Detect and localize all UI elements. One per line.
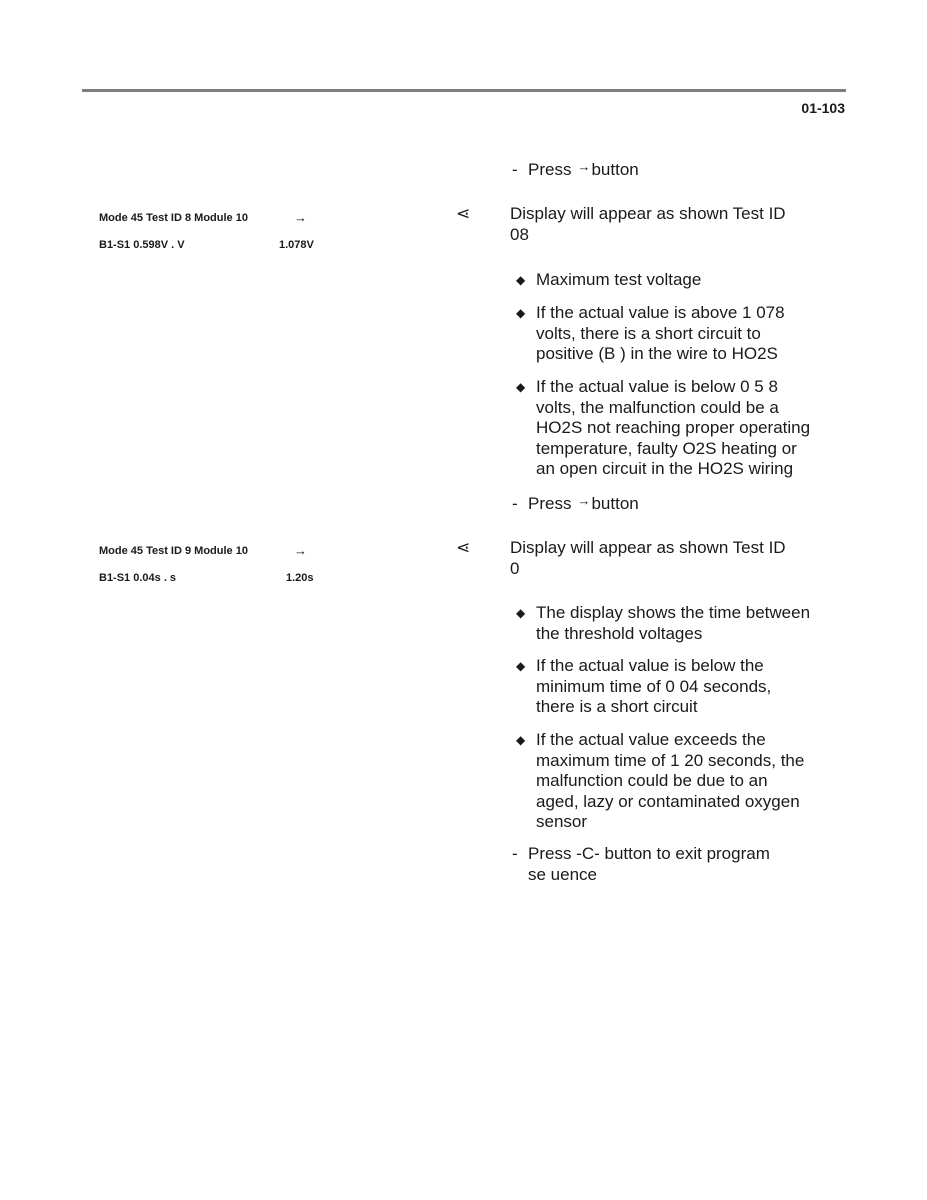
display-line-1: Mode 45 Test ID 8 Module 10 [99, 212, 248, 224]
diamond-bullet-icon: ◆ [516, 606, 526, 620]
tester-display-2 [99, 545, 329, 586]
note-text: Display will appear as shown Test ID 08 [510, 204, 786, 244]
step-text: Press [528, 160, 572, 179]
header-rule [82, 89, 846, 92]
note-mark-icon: ⋖ [456, 204, 471, 223]
bullet-text: If the actual value exceeds the maximum time of 1 20 seconds, the malfunction could be due to an aged, lazy or contaminated oxygen sensor [536, 730, 805, 831]
right-arrow-icon: → [577, 159, 591, 174]
diamond-bullet-icon: ◆ [516, 380, 526, 394]
step-text: Press [528, 494, 572, 513]
diamond-bullet-icon: ◆ [516, 306, 526, 320]
step-dash: - [512, 844, 518, 863]
step-press-button-2 [512, 494, 842, 516]
bullet-text: If the actual value is below 0 5 8 volts, the malfunction could be a HO2S not reaching proper operating temperature, faulty O2S heating or an open circuit in the HO2S wiring [536, 377, 811, 478]
bullet-text: Maximum test voltage [536, 270, 702, 289]
note-text: Display will appear as shown Test ID 0 [510, 538, 786, 578]
note-display-1 [456, 204, 836, 245]
bullet-text: The display shows the time between the threshold voltages [536, 603, 811, 643]
step-text: button [591, 160, 639, 179]
right-arrow-icon: → [294, 543, 307, 558]
step-dash: - [512, 160, 518, 179]
display-line-2-right: 1.078V [279, 239, 314, 251]
display-line-1: Mode 45 Test ID 9 Module 10 [99, 545, 248, 557]
step-press-button-1 [512, 160, 842, 182]
bullet-text: If the actual value is below the minimum time of 0 04 seconds, there is a short circuit [536, 656, 772, 716]
bullet-text: If the actual value is above 1 078 volts, there is a short circuit to positive (B ) in the wire to HO2S [536, 303, 785, 363]
bullet-item [516, 377, 836, 480]
diamond-bullet-icon: ◆ [516, 659, 526, 673]
page-number: 01-103 [801, 100, 845, 116]
note-display-2 [456, 538, 836, 579]
display-line-2-left: B1-S1 0.598V . V [99, 239, 185, 251]
step-dash: - [512, 494, 518, 513]
bullet-item [516, 730, 836, 833]
right-arrow-icon: → [577, 493, 591, 508]
bullet-item [516, 603, 836, 644]
display-line-2-left: B1-S1 0.04s . s [99, 572, 177, 584]
bullet-item [516, 270, 836, 291]
right-arrow-icon: → [294, 210, 307, 225]
bullet-item [516, 656, 836, 718]
diamond-bullet-icon: ◆ [516, 733, 526, 747]
step-text: button [591, 494, 639, 513]
diamond-bullet-icon: ◆ [516, 273, 526, 287]
step-text: Press -C- button to exit program se uence [528, 844, 770, 884]
bullet-item [516, 303, 836, 365]
note-mark-icon: ⋖ [456, 538, 471, 557]
step-exit-program [512, 844, 842, 885]
tester-display-1 [99, 212, 329, 253]
display-line-2-right: 1.20s [286, 572, 314, 584]
